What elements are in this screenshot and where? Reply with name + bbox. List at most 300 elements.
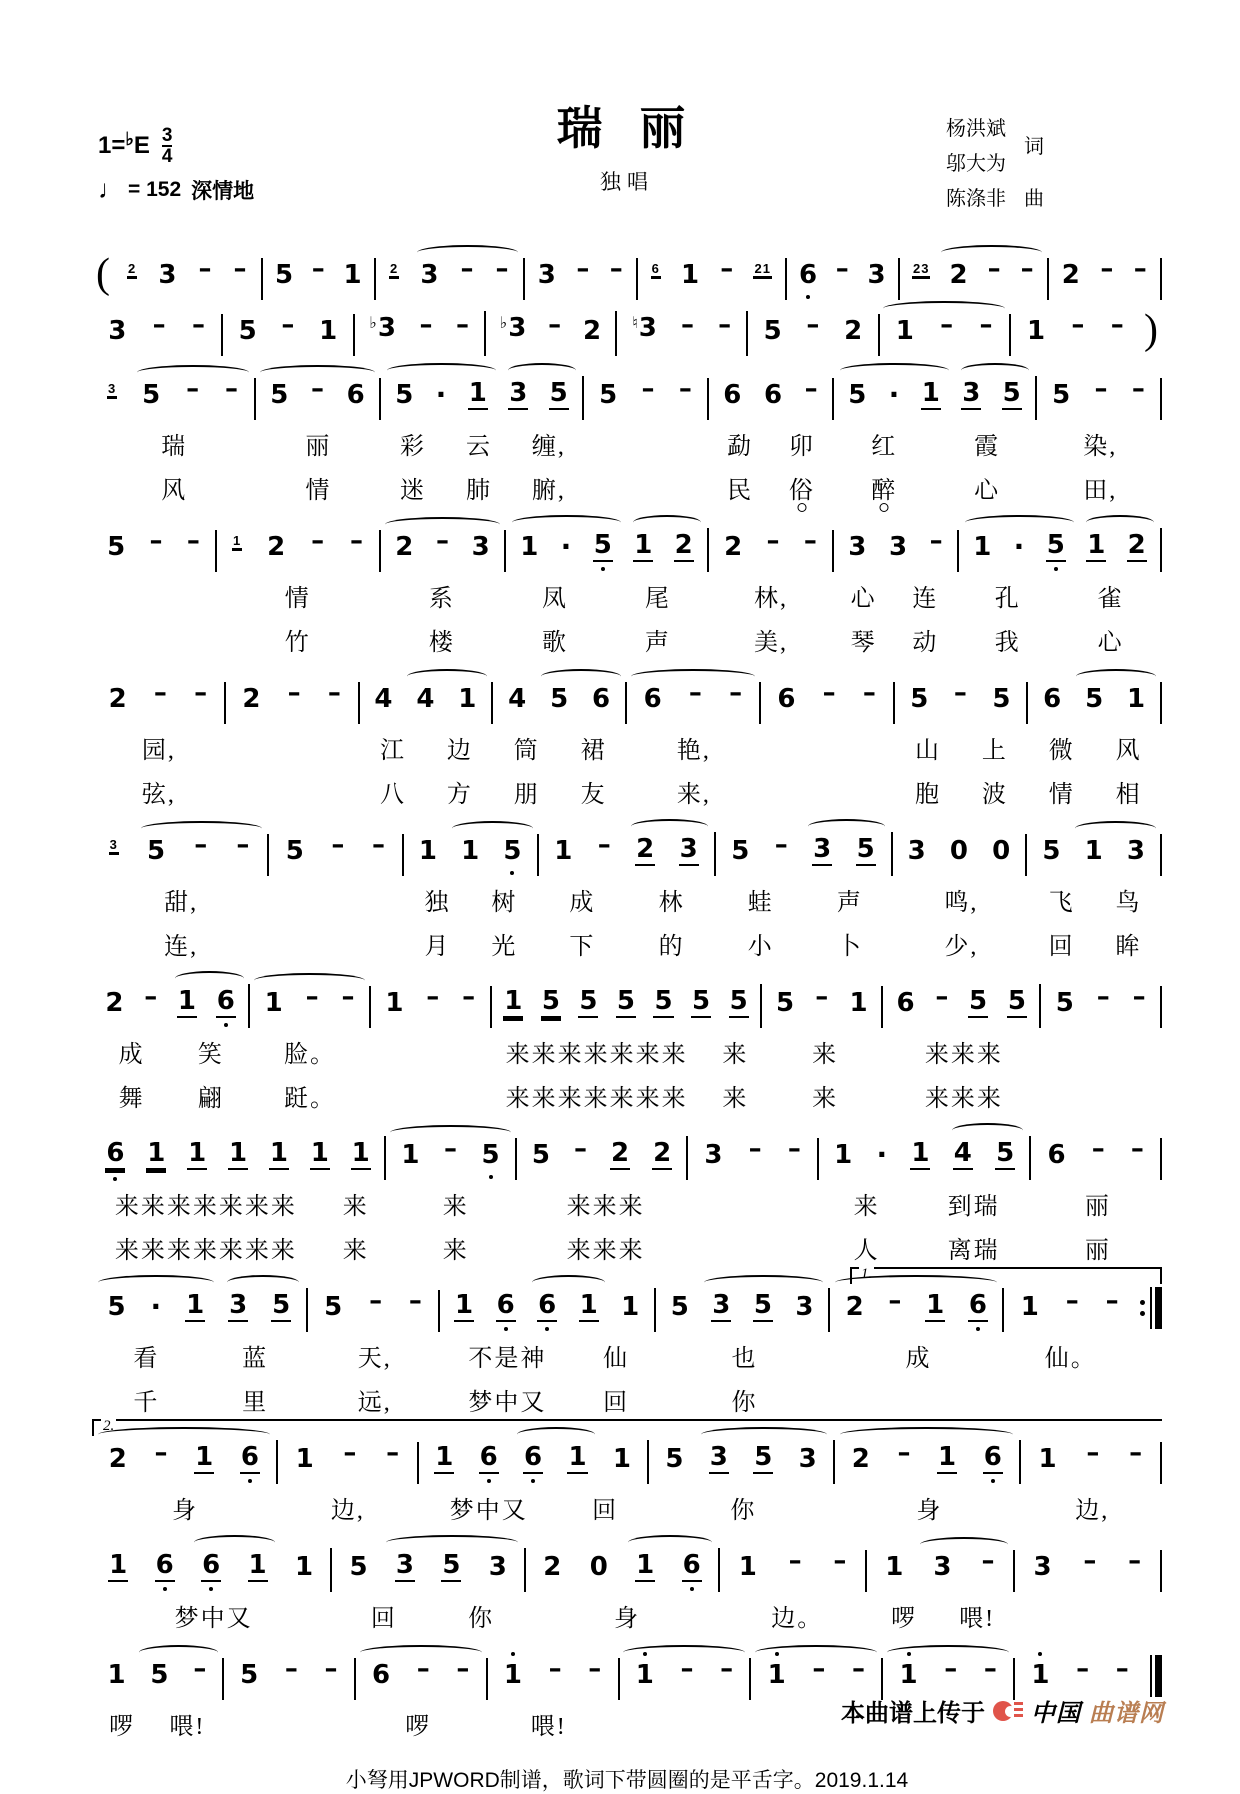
lyric-word [581, 730, 607, 765]
note-token: 1 [681, 260, 700, 290]
note-token: 1 [503, 1660, 523, 1690]
note-token: 3 [867, 260, 886, 290]
note-token: 1 [634, 530, 653, 560]
upload-attribution [841, 1693, 1164, 1728]
measure [1031, 1134, 1162, 1180]
lyric-char: 中 [475, 1498, 502, 1524]
lyric-word [1098, 622, 1124, 657]
dash-token: – [862, 678, 876, 708]
lyric-word [542, 578, 568, 613]
note-token: 3 [420, 260, 439, 290]
note-token: ♮3 [632, 313, 657, 343]
note-token: 1 [343, 260, 362, 290]
dash-token: – [597, 830, 611, 860]
lyrics-cell [380, 470, 586, 508]
lyric-char: 醉 [871, 470, 897, 505]
lyric-word [285, 578, 311, 613]
dash-token: – [720, 1654, 734, 1684]
low-octave-dot [113, 1177, 117, 1181]
slur-arc [628, 1535, 712, 1550]
lyrics-cell [1006, 1338, 1137, 1376]
measure [419, 1440, 649, 1484]
dash-token: – [198, 254, 212, 284]
lyric-char: 风 [1115, 738, 1142, 764]
measure [1049, 254, 1162, 300]
lyric-char: 情 [1048, 782, 1075, 808]
lyric-char: 蓝 [242, 1346, 269, 1372]
lyric-word [380, 730, 406, 765]
notation-line [92, 980, 1162, 1028]
dash-token: – [718, 310, 732, 340]
upload-prefix: 本曲谱上传于 [841, 1700, 985, 1727]
low-octave-dot [163, 1587, 167, 1591]
volta-label: 1. [860, 1266, 873, 1282]
note-token: 1 [1030, 1660, 1050, 1690]
note-token: 5 [240, 1660, 259, 1690]
note-token: 2 [1061, 260, 1080, 290]
lyric-char: 又 [226, 1606, 253, 1632]
lyric-char: 相 [1115, 782, 1142, 808]
dash-token: – [681, 310, 695, 340]
dash-token: – [897, 1438, 911, 1468]
lyric-word [1116, 926, 1142, 961]
lyric-char: 来 [618, 1238, 645, 1264]
lyric-word [305, 470, 331, 505]
lyric-char: 来 [722, 1042, 749, 1068]
note-token: 1 [911, 1138, 930, 1168]
lyric-char: 来 [635, 1086, 662, 1112]
lyrics-cell [1039, 426, 1162, 464]
lyric-char: 。 [1070, 1346, 1097, 1372]
lyrics-cell [92, 426, 257, 464]
lyrics-cell [658, 1338, 832, 1376]
measure [656, 1288, 830, 1332]
note-token: 6 [968, 1290, 988, 1322]
measure [748, 310, 879, 356]
note-token: 5 [324, 1292, 343, 1322]
measure [688, 1134, 819, 1180]
lyric-word [358, 1382, 392, 1417]
note-token: 6 [523, 1442, 543, 1474]
note-token: 6 [201, 1550, 221, 1582]
lyric-word [119, 1078, 145, 1113]
note-token: 6 [1043, 684, 1062, 714]
note-token: 6 [155, 1550, 175, 1582]
dash-token: – [812, 1654, 826, 1684]
lyric-word [1083, 426, 1117, 461]
slur-arc [1076, 669, 1156, 684]
lyric-char: 我 [994, 630, 1021, 656]
note-token: 1 [635, 1660, 655, 1690]
dash-token: – [680, 1654, 694, 1684]
lyric-char: , [1109, 434, 1118, 460]
note-token: ♭3 [369, 313, 396, 343]
note-token: 3 [709, 1442, 728, 1472]
note-token: 5 [107, 1292, 126, 1322]
lyric-char: 中 [200, 1606, 227, 1632]
lyrics-cell [766, 1078, 885, 1116]
dash-token: – [310, 374, 324, 404]
lyric-char: 美 [754, 630, 781, 656]
dash-token: – [788, 1546, 802, 1576]
lyrics-cell [1034, 1230, 1162, 1268]
note-token: 2 [105, 988, 124, 1018]
dash-token: – [888, 1286, 902, 1316]
lyric-char: 又 [501, 1498, 528, 1524]
lyric-char: 来 [592, 1194, 619, 1220]
lyrics-cell [833, 578, 956, 616]
lyric-word [242, 1382, 268, 1417]
note-token: 1 [1126, 684, 1146, 714]
lyric-char: 情 [284, 586, 311, 612]
score-system [92, 372, 1162, 508]
lyrics-cell [335, 1598, 530, 1636]
lyrics-line [92, 926, 1162, 964]
measure [92, 374, 256, 420]
slur-arc [631, 669, 755, 684]
slur-arc [623, 1645, 745, 1660]
lyrics-cell [278, 1490, 418, 1528]
dash-token: – [416, 1654, 430, 1684]
lyric-char: 声 [836, 890, 863, 916]
lyric-word [912, 578, 938, 613]
note-token: 2 [543, 1552, 562, 1582]
note-token: 1 [295, 1444, 314, 1474]
note-token: 1 [269, 1138, 288, 1168]
lyric-word [837, 926, 863, 961]
slur-arc [194, 1535, 275, 1550]
measure [787, 254, 900, 300]
lyric-word [400, 426, 426, 461]
lyrics-cell [310, 1382, 441, 1420]
note-token: 5 [692, 986, 711, 1016]
lyric-char: , [190, 934, 199, 960]
measure [517, 1136, 689, 1180]
lyrics-cell [226, 774, 360, 812]
lyric-word [443, 1186, 469, 1221]
dash-token: – [443, 1134, 457, 1164]
dash-token: – [803, 526, 817, 556]
measure [356, 1654, 488, 1700]
lyric-char: 仙 [603, 1346, 630, 1372]
lyric-char: 波 [981, 782, 1008, 808]
lyrics-cell [92, 470, 257, 508]
lyric-char: 你 [730, 1498, 757, 1524]
note-token: 3 [933, 1552, 952, 1582]
notation-line [92, 828, 1162, 876]
note-token: 3 [1033, 1552, 1052, 1582]
note-token: 3 [229, 1290, 248, 1320]
note-token: 6 [798, 260, 818, 290]
lyrics-line [92, 622, 1162, 660]
lyric-word [812, 1034, 838, 1069]
lyrics-cell [92, 730, 226, 768]
lyric-char: 天 [357, 1346, 384, 1372]
dash-token: – [720, 254, 734, 284]
low-octave-dot [224, 1023, 228, 1027]
slur-arc [1086, 515, 1154, 530]
lyric-char: 身 [916, 1498, 943, 1524]
lyric-char: 来 [557, 1042, 584, 1068]
lyric-word [175, 1598, 253, 1633]
composer-name: 陈涤非 [946, 188, 1006, 210]
lyric-char: 来 [853, 1194, 880, 1220]
lyric-word [1049, 774, 1075, 809]
grace-note: 21 [754, 261, 771, 276]
time-signature [162, 126, 173, 167]
lyric-word [1116, 882, 1142, 917]
measure [526, 1548, 720, 1592]
note-token: 6 [496, 1290, 516, 1322]
dash-token: – [678, 374, 692, 404]
note-token: 3 [848, 532, 867, 562]
lyric-char: 园 [141, 738, 168, 764]
note-token: 1 [147, 1138, 166, 1168]
lyric-word [603, 1382, 629, 1417]
lyric-char: 边 [330, 1498, 357, 1524]
lyric-char: 霞 [974, 434, 1001, 460]
lyrics-cell [1028, 730, 1162, 768]
dash-token: – [979, 310, 993, 340]
slur-arc [541, 669, 621, 684]
lyrics-cell [380, 622, 503, 660]
lyric-char: 来 [244, 1238, 271, 1264]
note-token: 6 [479, 1442, 499, 1474]
low-octave-dot [209, 1587, 213, 1591]
lyric-char: 迷 [400, 478, 427, 504]
lyric-word [851, 578, 877, 613]
grace-note: 2 [128, 261, 137, 276]
measure [716, 832, 893, 876]
lyric-word [948, 1186, 1000, 1221]
lyric-char: 来 [635, 1042, 662, 1068]
note-token: 5 [763, 316, 782, 346]
lyric-word [429, 578, 455, 613]
note-token: 5 [272, 1290, 291, 1320]
lyric-char: 身 [172, 1498, 199, 1524]
lyrics-cell [724, 1598, 870, 1636]
note-token: 3 [813, 834, 832, 864]
lyric-char: 来 [812, 1086, 839, 1112]
score-system [92, 308, 1162, 356]
slur-arc [139, 1645, 218, 1660]
high-octave-dot [511, 1652, 515, 1656]
lyric-char: 来 [442, 1194, 469, 1220]
note-token: 2 [844, 316, 863, 346]
grace-note: 3 [107, 381, 117, 396]
measure [355, 311, 486, 356]
repeat-dots [1140, 1300, 1145, 1316]
flat-icon: ♭ [369, 313, 377, 332]
dash-token: – [1086, 1438, 1100, 1468]
lyric-word [198, 1034, 224, 1069]
lyric-char: 情 [305, 478, 332, 504]
slur-arc [755, 1645, 877, 1660]
lyric-char: , [356, 1498, 365, 1524]
lyrics-cell [504, 578, 710, 616]
lyric-char: 来 [566, 1194, 593, 1220]
low-octave-dot [991, 1479, 995, 1483]
note-token: 1 [351, 1138, 370, 1168]
measure [381, 526, 506, 572]
note-token: 1 [229, 1138, 248, 1168]
lyric-word [871, 470, 897, 505]
measure [386, 1134, 517, 1180]
lyrics-cell [92, 1598, 335, 1636]
lyrics-cell [614, 1706, 745, 1744]
lyric-char: 染 [1083, 434, 1110, 460]
note-token: 5 [969, 986, 988, 1016]
lyric-word [429, 622, 455, 657]
dash-token: – [804, 374, 818, 404]
measure [627, 678, 761, 724]
lyric-char: 鸟 [1115, 890, 1142, 916]
lyric-char: 脸 [283, 1042, 310, 1068]
lyric-word [1098, 578, 1124, 613]
note-token: 4 [953, 1138, 972, 1168]
lyric-char: 来 [140, 1194, 167, 1220]
note-token: 5 [107, 532, 126, 562]
note-token: 5 [531, 1140, 550, 1170]
dash-token: – [748, 1134, 762, 1164]
measure [506, 528, 709, 572]
flat-tongue-circle [797, 503, 806, 512]
note-token: 3 [158, 260, 177, 290]
lyric-word [380, 774, 406, 809]
note-token: 3 [537, 260, 556, 290]
note-token: 1 [921, 378, 940, 408]
lyric-char: 胞 [914, 782, 941, 808]
dash-token: – [460, 254, 474, 284]
lyric-char: 光 [491, 934, 518, 960]
note-token: 5 [665, 1444, 684, 1474]
note-token: 3 [798, 1444, 817, 1474]
note-token: 1 [195, 1442, 214, 1472]
lyric-word [995, 622, 1021, 657]
note-token: 1 [435, 1442, 454, 1472]
note-token: 5 [579, 986, 598, 1016]
lyric-word [443, 1230, 469, 1265]
lyric-word [614, 1598, 640, 1633]
measure [709, 526, 834, 572]
note-token: 5 [349, 1552, 368, 1582]
note-token: 3 [108, 316, 127, 346]
lyric-char: 凤 [541, 586, 568, 612]
note-token: 1 [636, 1550, 655, 1580]
dash-token: – [940, 310, 954, 340]
lyric-word [468, 1338, 546, 1373]
note-token: 6 [896, 988, 915, 1018]
lyrics-cell [586, 470, 709, 508]
lyrics-cell [627, 774, 761, 812]
lyric-char: 来 [114, 1194, 141, 1220]
lyric-word [491, 882, 517, 917]
lyric-char: 甜 [164, 890, 191, 916]
lyric-char: 心 [850, 586, 877, 612]
slur-arc [887, 1645, 1009, 1660]
lyric-char: 丽 [1084, 1194, 1111, 1220]
lyric-char: 独 [424, 890, 451, 916]
note-token: 1 [899, 1660, 919, 1690]
rest-token: 0 [589, 1552, 608, 1582]
dash-token: – [186, 374, 200, 404]
lyrics-cell [257, 470, 380, 508]
note-token: 1 [579, 1290, 598, 1320]
note-token: 3 [712, 1290, 731, 1320]
note-token: 5 [1046, 530, 1066, 562]
lyric-word [506, 1034, 688, 1069]
lyric-word [925, 1034, 1003, 1069]
low-octave-dot [690, 1587, 694, 1591]
lyrics-cell [530, 1598, 725, 1636]
measure [92, 984, 250, 1028]
dash-token: – [548, 1654, 562, 1684]
lyric-char: 笑 [197, 1042, 224, 1068]
slur-arc [631, 819, 708, 834]
lyrics-cell [885, 1034, 1044, 1072]
note-token: 1 [107, 1660, 126, 1690]
measure [1015, 1546, 1162, 1592]
lyric-word [603, 1338, 629, 1373]
lyrics-cell [709, 578, 832, 616]
lyric-word [915, 730, 941, 765]
thick-bar [1155, 1287, 1162, 1329]
lyric-word [371, 1598, 397, 1633]
note-token: 5 [848, 380, 867, 410]
note-token: 1 [248, 1550, 267, 1580]
lyric-char: 楼 [428, 630, 455, 656]
lyric-word [358, 1338, 392, 1373]
note-token: 5 [395, 380, 414, 410]
lyric-char: , [970, 934, 979, 960]
note-token: 5 [238, 316, 257, 346]
lyric-char: 又 [520, 1390, 547, 1416]
dash-token: – [1076, 1654, 1090, 1684]
lyric-word [1075, 1490, 1109, 1525]
lyrics-cell [1043, 1078, 1162, 1116]
measure [440, 1288, 656, 1332]
slur-arc [452, 821, 533, 836]
measure [1011, 310, 1140, 356]
note-token: 5 [1052, 380, 1071, 410]
lyric-word [959, 1598, 995, 1633]
note-token: 5 [992, 684, 1011, 714]
note-token: 5 [442, 1550, 461, 1580]
lyrics-cell [92, 622, 215, 660]
slur-arc [141, 821, 262, 836]
note-token: 1 [1026, 316, 1046, 346]
lyric-char: 八 [379, 782, 406, 808]
note-token: 6 [682, 1550, 702, 1582]
lyric-char: 云 [465, 434, 492, 460]
lyric-word [854, 1186, 880, 1221]
slur-arc [98, 1275, 213, 1290]
dash-token: – [987, 254, 1001, 284]
lyric-word [1085, 1186, 1111, 1221]
measure [1004, 1286, 1135, 1332]
lyrics-cell [92, 1078, 251, 1116]
dash-token: – [835, 254, 849, 284]
lyric-char: 来 [531, 1086, 558, 1112]
note-token: 1 [401, 1140, 420, 1170]
lyric-word [754, 622, 788, 657]
note-token: 1 [504, 986, 523, 1016]
lyrics-cell [833, 622, 956, 660]
note-token: 1 [177, 986, 197, 1016]
measure [1041, 982, 1162, 1028]
lyric-char: 远 [357, 1390, 384, 1416]
lyrics-cell [270, 882, 404, 920]
